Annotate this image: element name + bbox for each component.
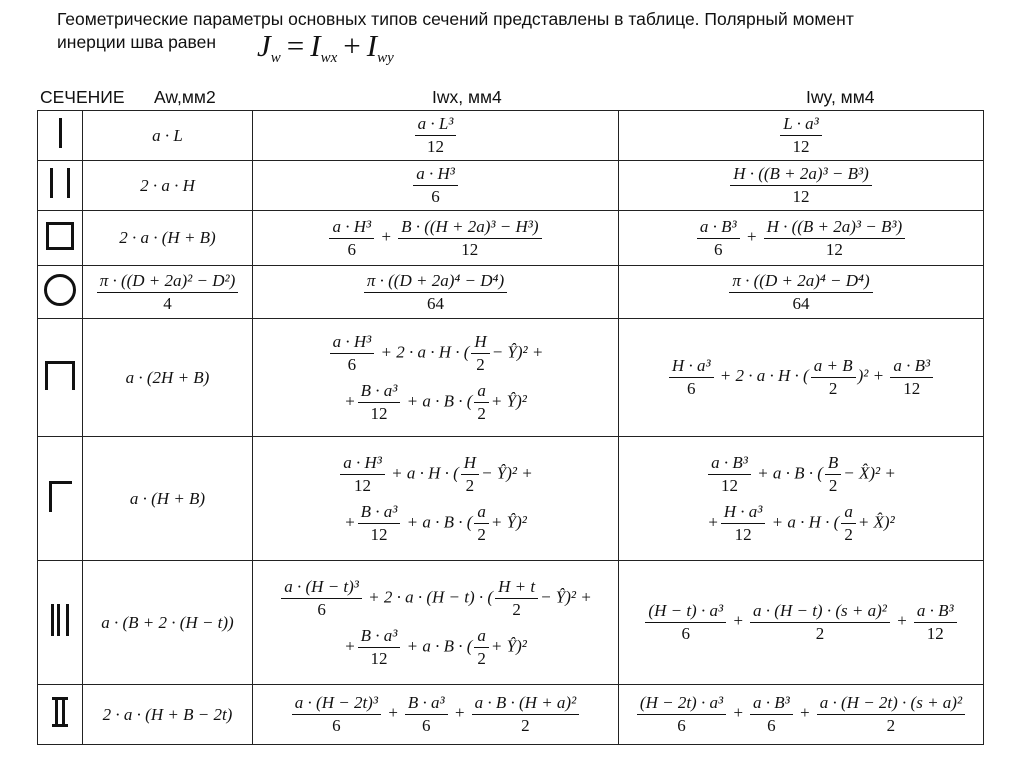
double-line-icon	[50, 168, 70, 198]
single-line-icon	[59, 118, 62, 148]
square-icon	[46, 222, 74, 250]
iwy-cell: $\frac{\text{(H − 2t) · a³}}{6}$ + $\frac{\text{a · B³}}{6}$ + $\frac{\text{a · (H − 2t) · (s + a)²}}{2}$	[619, 685, 984, 745]
iwy-cell: $\frac{\text{(H − t) · a³}}{6}$ + $\frac{\text{a · (H − t) · (s + a)²}}{2}$ + $\frac{\text{a · B³}}{12}$	[619, 561, 984, 685]
fraction: $\frac{\text{H · ((B + 2a)³ − B³)}}{12}$	[730, 164, 872, 207]
iwy-cell: $\frac{\text{H · a³}}{6}$ + 2 · a · H · ( $\frac{a + B}{2}$ )² + $\frac{\text{a · B³}}{12}$	[619, 319, 984, 437]
header-area: Aw,мм2	[154, 87, 216, 107]
area-cell: a · (2H + B)	[83, 319, 253, 437]
fraction: $\frac{\text{a · L³}}{12}$	[415, 114, 457, 157]
table-row	[38, 111, 984, 161]
circle-icon	[44, 274, 76, 306]
intro-line-2: инерции шва равен	[57, 32, 217, 52]
polar-moment-formula: $J_w = I_{wx} + I_{wy}$	[257, 28, 394, 66]
iwy-cell	[619, 111, 984, 161]
iwx-cell	[253, 111, 619, 161]
section-cell	[38, 266, 83, 319]
fraction: $\frac{\text{a · H³}}{6}$	[413, 164, 458, 207]
fraction: $\frac{\text{L · a³}}{12}$	[780, 114, 822, 157]
iwy-cell: $\frac{\text{a · B³}}{6}$ + $\frac{\text{H · ((B + 2a)³ − B³)}}{12}$	[619, 211, 984, 266]
table-row	[38, 266, 984, 319]
section-cell	[38, 319, 83, 437]
header-iwy: Iwy, мм4	[806, 87, 875, 107]
section-cell	[38, 561, 83, 685]
header-section: СЕЧЕНИЕ	[40, 87, 125, 107]
section-cell	[38, 161, 83, 211]
intro-line-1: Геометрические параметры основных типов сечений представлены в таблице. Полярный момент	[57, 9, 854, 29]
area-cell: 2 · a · H	[83, 161, 253, 211]
iwx-cell	[253, 161, 619, 211]
area-cell	[83, 266, 253, 319]
table-row	[38, 561, 984, 685]
table-row	[38, 211, 984, 266]
ibeam-icon	[52, 697, 68, 727]
section-cell	[38, 111, 83, 161]
fraction: $\frac{\text{π · ((D + 2a)⁴ − D⁴)}}{64}$	[729, 271, 872, 314]
table-row	[38, 437, 984, 561]
area-cell: a · L	[83, 111, 253, 161]
iwx-cell: $\frac{\text{a · H³}}{6}$ + $\frac{\text{B · ((H + 2a)³ − H³)}}{12}$	[253, 211, 619, 266]
triple-line-icon	[51, 604, 69, 636]
iwx-cell: $\frac{\text{a · (H − t)³}}{6}$ + 2 · a · (H − t) · ( $\frac{H + t}{2}$ − Ŷ)² + + $\frac{\text{B · a³}}{12}$ + a · B · ( $\frac{a}{2}$ + Ŷ)²	[253, 561, 619, 685]
intro-text	[57, 8, 1007, 66]
section-cell	[38, 685, 83, 745]
table-row	[38, 319, 984, 437]
iwy-cell: $\frac{\text{a · B³}}{12}$ + a · B · ( $\frac{B}{2}$ − X̂)² + + $\frac{\text{H · a³}}{12}$ + a · H · ( $\frac{a}{2}$ + X̂)²	[619, 437, 984, 561]
angle-icon	[49, 481, 72, 512]
iwx-cell: $\frac{\text{a · H³}}{12}$ + a · H · ( $\frac{H}{2}$ − Ŷ)² + + $\frac{\text{B · a³}}{12}$ + a · B · ( $\frac{a}{2}$ + Ŷ)²	[253, 437, 619, 561]
area-cell: 2 · a · (H + B − 2t)	[83, 685, 253, 745]
area-cell: a · (B + 2 · (H − t))	[83, 561, 253, 685]
table-row	[38, 161, 984, 211]
header-iwx: Iwx, мм4	[432, 87, 502, 107]
fraction: $\frac{\text{π · ((D + 2a)² − D²)}}{4}$	[97, 271, 239, 314]
area-cell: a · (H + B)	[83, 437, 253, 561]
table-row	[38, 685, 984, 745]
iwy-cell	[619, 161, 984, 211]
fraction: $\frac{\text{π · ((D + 2a)⁴ − D⁴)}}{64}$	[364, 271, 507, 314]
channel-icon	[45, 361, 75, 390]
section-cell	[38, 211, 83, 266]
area-cell: 2 · a · (H + B)	[83, 211, 253, 266]
section-cell	[38, 437, 83, 561]
iwy-cell	[619, 266, 984, 319]
iwx-cell	[253, 266, 619, 319]
iwx-cell: $\frac{\text{a · H³}}{6}$ + 2 · a · H · ( $\frac{H}{2}$ − Ŷ)² + + $\frac{\text{B · a³}}{12}$ + a · B · ( $\frac{a}{2}$ + Ŷ)²	[253, 319, 619, 437]
iwx-cell: $\frac{\text{a · (H − 2t)³}}{6}$ + $\frac{\text{B · a³}}{6}$ + $\frac{\text{a · B · (H + a)²}}{2}$	[253, 685, 619, 745]
sections-table	[37, 110, 984, 745]
